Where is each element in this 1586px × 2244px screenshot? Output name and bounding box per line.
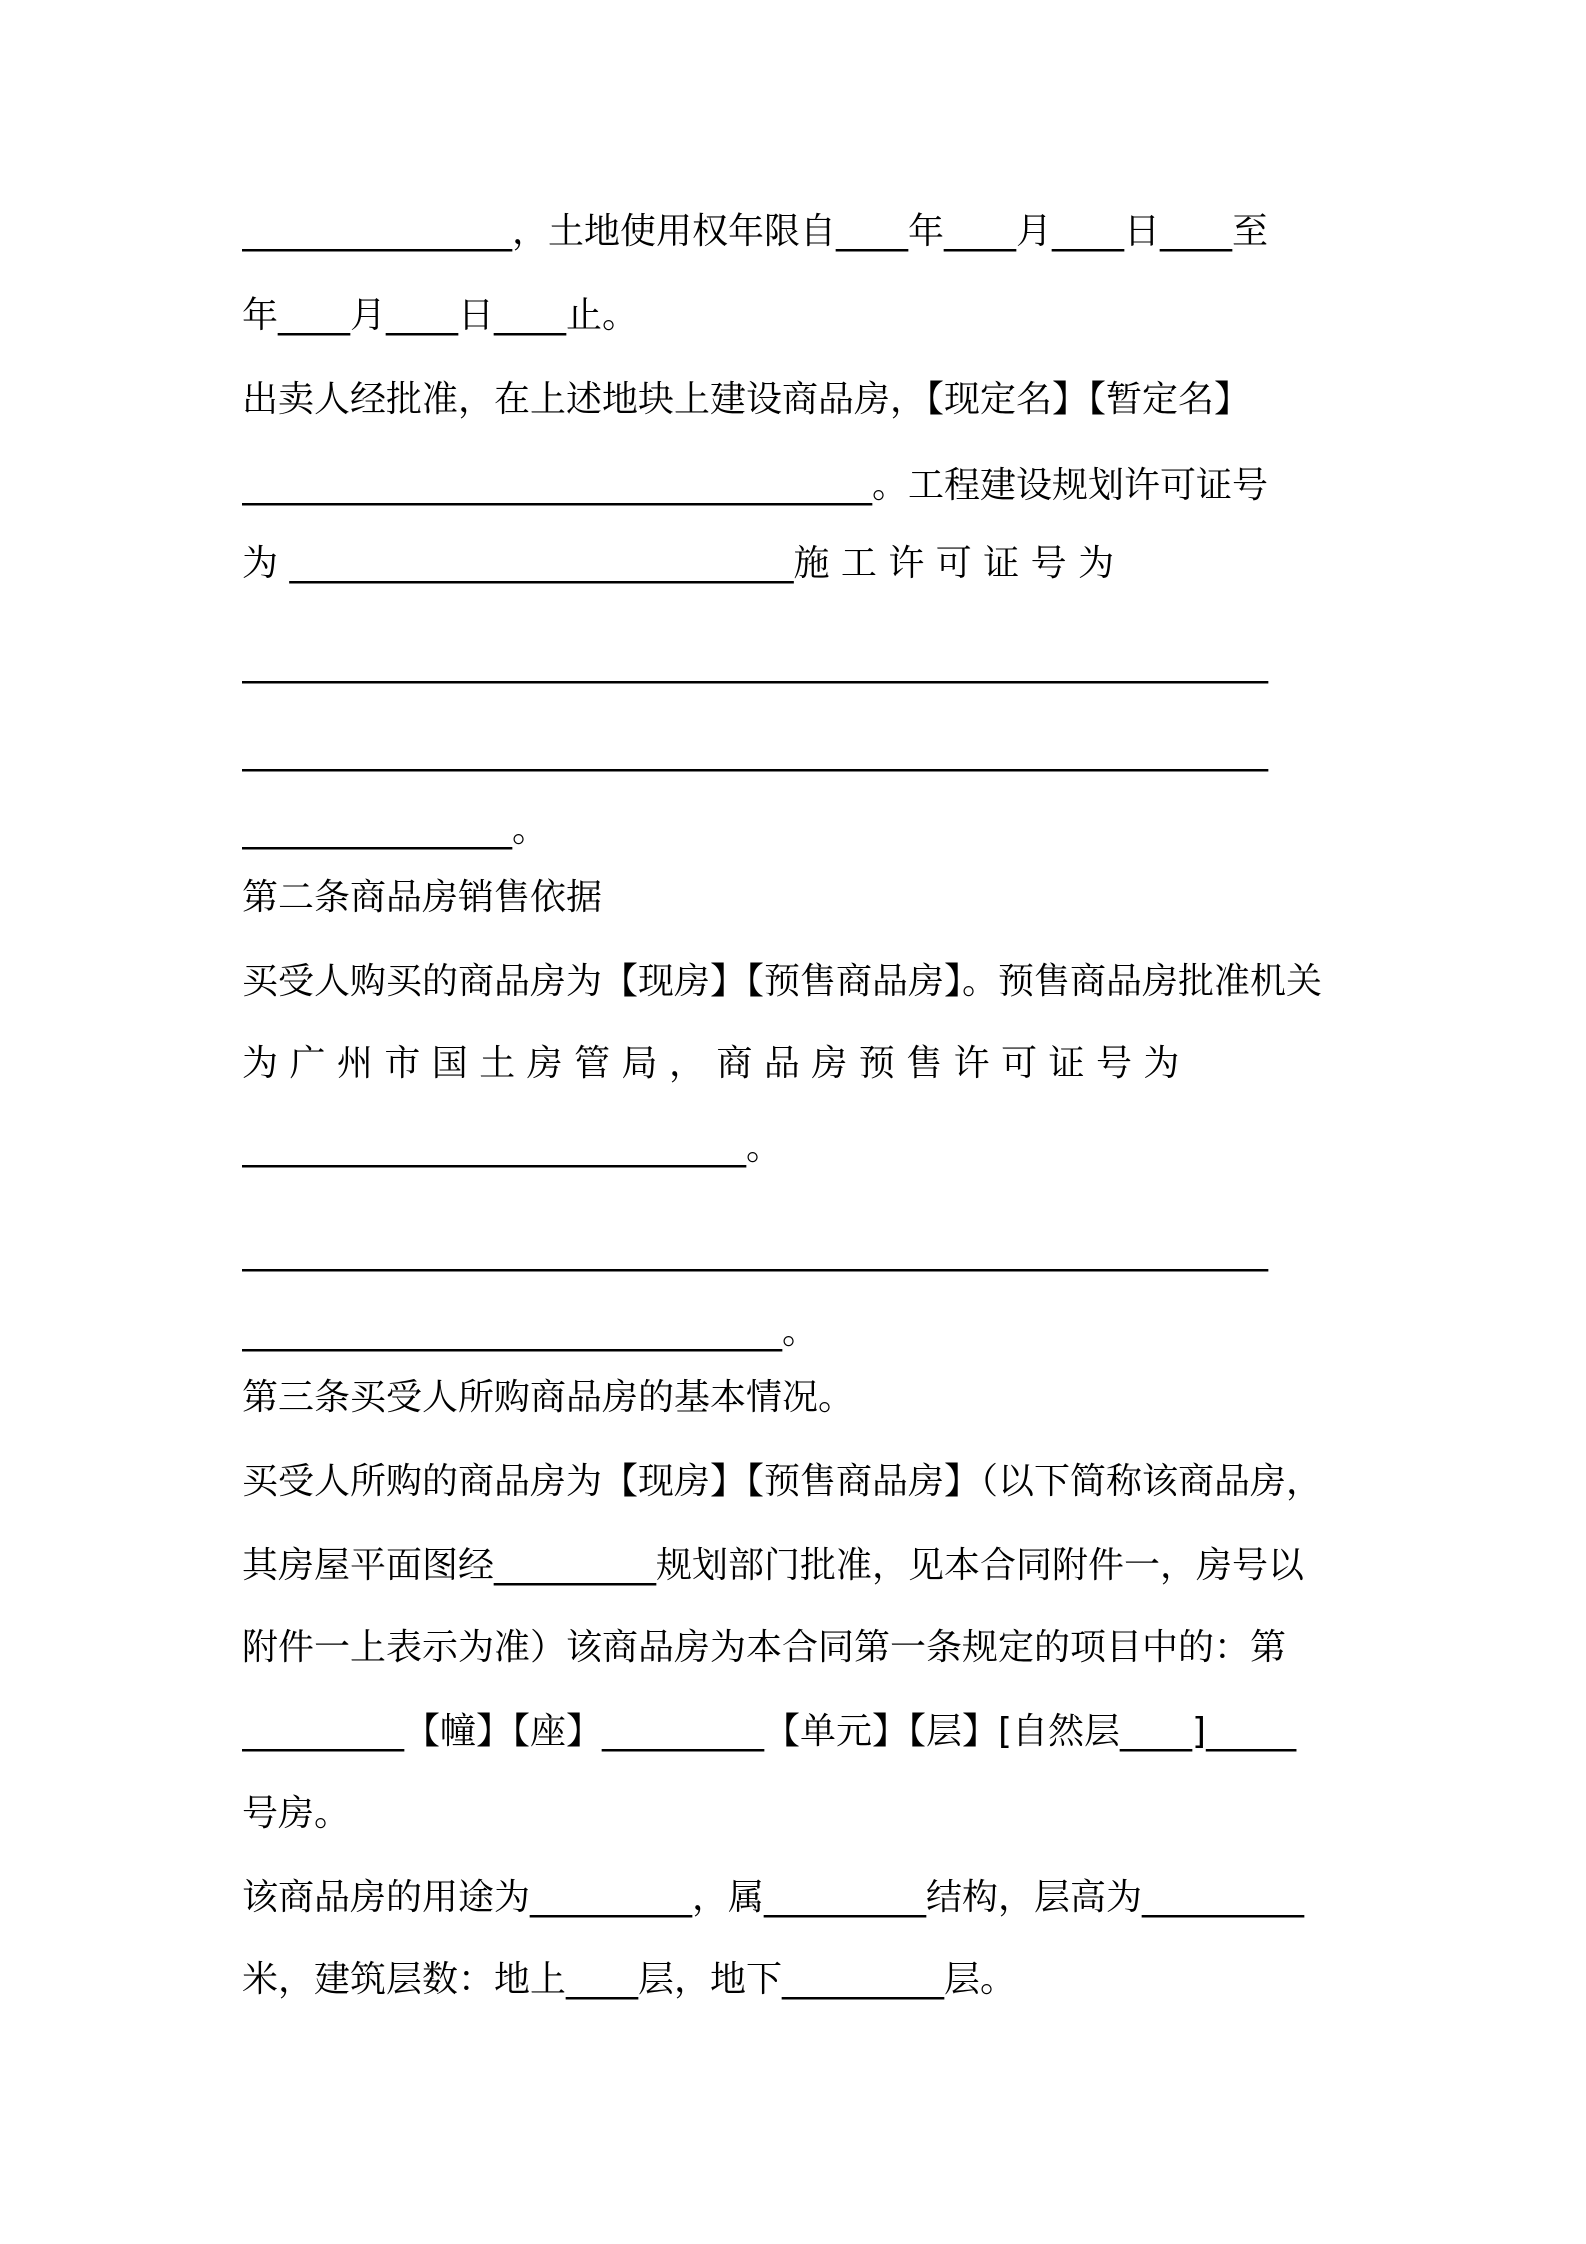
text-line-blank-3: _______________。 — [242, 809, 548, 850]
text-line-buyer-purchase: 买受人购买的商品房为【现房】【预售商品房】。预售商品房批准机关 — [242, 961, 1323, 1002]
text-line-room-number: 号房。 — [242, 1793, 351, 1834]
text-line-purchased-house: 买受人所购的商品房为【现房】【预售商品房】（以下简称该商品房， — [242, 1461, 1323, 1502]
text-line-floor-plan: 其房屋平面图经_________规划部门批准，见本合同附件一，房号以 — [242, 1545, 1305, 1586]
text-line-seller-approval: 出卖人经批准，在上述地块上建设商品房，【现定名】【暂定名】 — [242, 379, 1251, 420]
text-line-blank-4: _________________________________________________________ — [242, 1231, 1268, 1272]
text-line-presale-permit: ____________________________。 — [242, 1127, 782, 1168]
text-line-blank-2: _________________________________________________________ — [242, 731, 1268, 772]
text-line-construction-permit: 为 ____________________________施 工 许 可 证 号 为 — [242, 543, 1115, 584]
text-line-usage-structure: 该商品房的用途为_________，属_________结构，层高为_________ — [242, 1877, 1305, 1918]
text-line-land-use-end: 年____月____日____止。 — [242, 295, 639, 336]
text-line-building-unit: _________【幢】【座】_________【单元】【层】[自然层____]_____ — [242, 1711, 1297, 1752]
text-line-planning-permit: ___________________________________。工程建设规划许可证号 — [242, 465, 1269, 506]
text-line-approval-authority: 为 广 州 市 国 土 房 管 局 ， 商 品 房 预 售 许 可 证 号 为 — [242, 1043, 1180, 1084]
text-line-floors: 米，建筑层数：地上____层，地下_________层。 — [242, 1959, 1017, 2000]
text-line-annex-reference: 附件一上表示为准）该商品房为本合同第一条规定的项目中的：第 — [242, 1627, 1287, 1668]
text-line-blank-1: _________________________________________________________ — [242, 643, 1268, 684]
text-line-land-use-term: _______________，土地使用权年限自____年____月____日____至 — [242, 211, 1269, 252]
text-line-blank-5: ______________________________。 — [242, 1311, 818, 1352]
section-heading-article-3: 第三条买受人所购商品房的基本情况。 — [242, 1377, 855, 1418]
section-heading-article-2: 第二条商品房销售依据 — [242, 877, 603, 918]
